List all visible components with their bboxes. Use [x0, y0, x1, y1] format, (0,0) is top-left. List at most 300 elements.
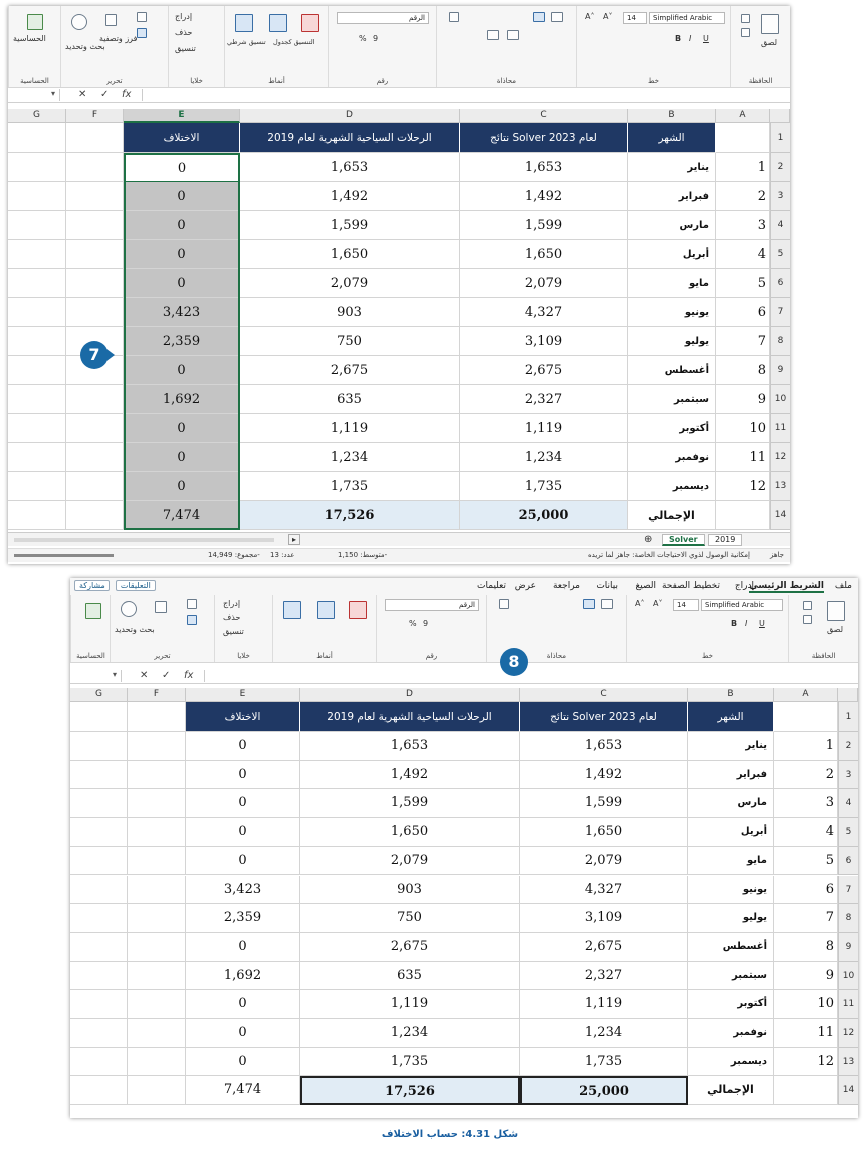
format-cells-button[interactable]: تنسيق — [223, 627, 244, 636]
sort-icon[interactable] — [105, 14, 117, 26]
empty-cell[interactable] — [128, 761, 186, 790]
column-header-a[interactable]: A — [716, 109, 770, 123]
diff-value-cell[interactable]: 1,692 — [124, 385, 240, 414]
bold-button[interactable]: B — [675, 34, 682, 43]
insert-cells-button[interactable]: إدراج — [175, 12, 193, 21]
column-header-g[interactable]: G — [8, 109, 66, 123]
month-cell[interactable]: فبراير — [688, 761, 774, 790]
month-cell[interactable]: أكتوبر — [688, 990, 774, 1019]
row-header[interactable]: 5 — [770, 240, 790, 269]
tab-formulas[interactable]: الصيغ — [635, 581, 656, 591]
tab-data[interactable]: بيانات — [596, 581, 618, 591]
italic-button[interactable]: I — [745, 619, 748, 628]
diff-value-cell[interactable]: 0 — [124, 356, 240, 385]
row-header[interactable]: 6 — [838, 847, 858, 876]
formula-input[interactable] — [204, 670, 852, 682]
trips-value-cell[interactable]: 903 — [240, 298, 460, 327]
diff-value-cell[interactable]: 0 — [124, 472, 240, 501]
row-header[interactable]: 11 — [838, 990, 858, 1019]
font-name-dropdown[interactable]: Simplified Arabic — [701, 599, 783, 611]
autosum-icon[interactable] — [137, 12, 147, 22]
autosum-icon[interactable] — [187, 599, 197, 609]
month-cell[interactable]: مايو — [628, 269, 716, 298]
empty-cell[interactable] — [128, 847, 186, 876]
row-header[interactable]: 9 — [770, 356, 790, 385]
empty-cell[interactable] — [8, 240, 66, 269]
empty-cell[interactable] — [66, 153, 124, 182]
month-cell[interactable]: أبريل — [628, 240, 716, 269]
row-header[interactable]: 2 — [838, 732, 858, 761]
diff-value-cell[interactable]: 3,423 — [124, 298, 240, 327]
solver-value-cell[interactable]: 1,599 — [460, 211, 628, 240]
empty-cell[interactable] — [66, 385, 124, 414]
empty-cell[interactable] — [8, 298, 66, 327]
empty-cell[interactable] — [128, 904, 186, 933]
month-index-cell[interactable]: 4 — [774, 818, 838, 847]
font-size-dropdown[interactable]: 14 — [623, 12, 647, 24]
diff-value-cell[interactable]: 0 — [186, 818, 300, 847]
row-header[interactable]: 8 — [770, 327, 790, 356]
tab-home[interactable]: الشريط الرئيسي — [749, 581, 824, 591]
trips-value-cell[interactable]: 1,735 — [300, 1048, 520, 1077]
percent-style-button[interactable]: % — [409, 619, 417, 628]
empty-cell[interactable] — [70, 904, 128, 933]
trips-value-cell[interactable]: 1,234 — [300, 1019, 520, 1048]
row-header[interactable]: 12 — [770, 443, 790, 472]
month-index-cell[interactable]: 9 — [716, 385, 770, 414]
row-header[interactable]: 4 — [770, 211, 790, 240]
tab-file[interactable]: ملف — [834, 581, 852, 591]
empty-cell[interactable] — [128, 933, 186, 962]
function-icon[interactable]: fx — [184, 670, 194, 681]
solver-value-cell[interactable]: 2,327 — [520, 962, 688, 991]
row-header[interactable]: 11 — [770, 414, 790, 443]
font-grow-button[interactable]: A˄ — [635, 599, 645, 608]
font-shrink-button[interactable]: A˅ — [603, 12, 613, 21]
number-format-dropdown[interactable]: الرقم — [385, 599, 479, 611]
fill-icon[interactable] — [137, 28, 147, 38]
month-index-cell[interactable]: 1 — [774, 732, 838, 761]
empty-cell[interactable] — [66, 414, 124, 443]
function-icon[interactable]: fx — [122, 89, 132, 100]
empty-cell[interactable] — [128, 789, 186, 818]
month-cell[interactable]: أغسطس — [628, 356, 716, 385]
diff-value-cell[interactable]: 0 — [186, 732, 300, 761]
solver-value-cell[interactable]: 3,109 — [460, 327, 628, 356]
month-cell[interactable]: مارس — [688, 789, 774, 818]
tab-help[interactable]: تعليمات — [477, 581, 506, 591]
month-index-cell[interactable]: 10 — [716, 414, 770, 443]
month-cell[interactable]: يونيو — [688, 876, 774, 905]
solver-value-cell[interactable]: 1,653 — [460, 153, 628, 182]
sort-icon[interactable] — [155, 601, 167, 613]
month-cell[interactable]: يوليو — [688, 904, 774, 933]
row-header[interactable]: 5 — [838, 818, 858, 847]
empty-cell[interactable] — [8, 153, 66, 182]
solver-value-cell[interactable]: 1,234 — [520, 1019, 688, 1048]
header-diff[interactable]: الاختلاف — [186, 702, 300, 732]
month-cell[interactable]: مايو — [688, 847, 774, 876]
empty-cell[interactable] — [70, 702, 128, 732]
solver-value-cell[interactable]: 1,492 — [460, 182, 628, 211]
total-trips-cell[interactable]: 17,526 — [300, 1076, 520, 1105]
row-header[interactable]: 9 — [838, 933, 858, 962]
cut-icon[interactable] — [803, 601, 812, 610]
total-solver-cell[interactable]: 25,000 — [460, 501, 628, 530]
table-format-icon[interactable] — [317, 601, 335, 619]
column-header-d[interactable]: D — [240, 109, 460, 123]
total-diff-cell[interactable]: 7,474 — [186, 1076, 300, 1105]
empty-cell[interactable] — [128, 1019, 186, 1048]
empty-cell[interactable] — [128, 1076, 186, 1105]
month-cell[interactable]: أكتوبر — [628, 414, 716, 443]
empty-cell[interactable] — [128, 990, 186, 1019]
tab-view[interactable]: عرض — [514, 581, 536, 591]
empty-cell[interactable] — [128, 732, 186, 761]
zoom-slider[interactable] — [14, 554, 114, 557]
empty-cell[interactable] — [128, 702, 186, 732]
conditional-format-icon[interactable] — [283, 601, 301, 619]
trips-value-cell[interactable]: 1,735 — [240, 472, 460, 501]
sensitivity-icon[interactable] — [27, 14, 43, 30]
empty-cell[interactable] — [128, 876, 186, 905]
search-icon[interactable] — [121, 601, 137, 617]
align-center-icon[interactable] — [533, 12, 545, 22]
empty-cell[interactable] — [66, 211, 124, 240]
month-index-cell[interactable]: 12 — [716, 472, 770, 501]
row-header[interactable]: 1 — [770, 123, 790, 153]
diff-value-cell[interactable]: 2,359 — [186, 904, 300, 933]
trips-value-cell[interactable]: 1,492 — [240, 182, 460, 211]
share-button[interactable]: مشاركة — [74, 580, 110, 591]
delete-cells-button[interactable]: حذف — [175, 28, 193, 37]
solver-value-cell[interactable]: 1,650 — [520, 818, 688, 847]
empty-cell[interactable] — [774, 702, 838, 732]
month-index-cell[interactable]: 5 — [774, 847, 838, 876]
empty-cell[interactable] — [8, 472, 66, 501]
column-header-d[interactable]: D — [300, 688, 520, 702]
empty-cell[interactable] — [716, 501, 770, 530]
month-index-cell[interactable]: 2 — [774, 761, 838, 790]
empty-cell[interactable] — [66, 182, 124, 211]
trips-value-cell[interactable]: 1,599 — [300, 789, 520, 818]
cancel-icon[interactable]: ✕ — [140, 670, 149, 681]
trips-value-cell[interactable]: 1,650 — [240, 240, 460, 269]
empty-cell[interactable] — [70, 1048, 128, 1077]
solver-value-cell[interactable]: 2,675 — [460, 356, 628, 385]
empty-cell[interactable] — [70, 990, 128, 1019]
sensitivity-icon[interactable] — [85, 603, 101, 619]
row-header[interactable]: 3 — [770, 182, 790, 211]
trips-value-cell[interactable]: 1,119 — [240, 414, 460, 443]
cut-icon[interactable] — [741, 14, 750, 23]
empty-cell[interactable] — [8, 443, 66, 472]
solver-value-cell[interactable]: 4,327 — [460, 298, 628, 327]
empty-cell[interactable] — [66, 298, 124, 327]
row-header[interactable]: 10 — [838, 962, 858, 991]
indent-icon[interactable] — [487, 30, 499, 40]
empty-cell[interactable] — [8, 211, 66, 240]
empty-cell[interactable] — [66, 123, 124, 153]
solver-value-cell[interactable]: 1,735 — [520, 1048, 688, 1077]
empty-cell[interactable] — [70, 1076, 128, 1105]
month-cell[interactable]: نوفمبر — [628, 443, 716, 472]
empty-cell[interactable] — [70, 761, 128, 790]
empty-cell[interactable] — [716, 123, 770, 153]
total-diff-cell[interactable]: 7,474 — [124, 501, 240, 530]
solver-value-cell[interactable]: 1,653 — [520, 732, 688, 761]
month-cell[interactable]: ديسمبر — [628, 472, 716, 501]
total-label-cell[interactable]: الإجمالي — [688, 1076, 774, 1105]
align-center-icon[interactable] — [583, 599, 595, 609]
month-index-cell[interactable]: 1 — [716, 153, 770, 182]
select-all-corner[interactable] — [770, 109, 790, 123]
empty-cell[interactable] — [8, 356, 66, 385]
empty-cell[interactable] — [70, 847, 128, 876]
solver-value-cell[interactable]: 2,327 — [460, 385, 628, 414]
font-grow-button[interactable]: A˄ — [585, 12, 595, 21]
diff-value-cell[interactable]: 0 — [186, 847, 300, 876]
font-size-dropdown[interactable]: 14 — [673, 599, 699, 611]
insert-cells-button[interactable]: إدراج — [223, 599, 241, 608]
month-cell[interactable]: يونيو — [628, 298, 716, 327]
month-index-cell[interactable]: 10 — [774, 990, 838, 1019]
column-header-c[interactable]: C — [460, 109, 628, 123]
month-cell[interactable]: يوليو — [628, 327, 716, 356]
row-header[interactable]: 13 — [838, 1048, 858, 1077]
month-index-cell[interactable]: 8 — [716, 356, 770, 385]
solver-value-cell[interactable]: 1,119 — [460, 414, 628, 443]
column-header-a[interactable]: A — [774, 688, 838, 702]
month-cell[interactable]: ديسمبر — [688, 1048, 774, 1077]
comma-style-button[interactable]: 9 — [373, 34, 379, 43]
header-month[interactable]: الشهر — [628, 123, 716, 153]
diff-value-cell[interactable]: 1,692 — [186, 962, 300, 991]
scroll-sheets-icon[interactable]: ▸ — [288, 534, 300, 545]
header-solver[interactable]: نتائج Solver لعام 2023 — [460, 123, 628, 153]
status-accessibility[interactable]: إمكانية الوصول لذوي الاحتياجات الخاصة: جاهز لما تريده — [588, 551, 750, 559]
diff-value-cell[interactable]: 2,359 — [124, 327, 240, 356]
delete-cells-button[interactable]: حذف — [223, 613, 241, 622]
column-header-b[interactable]: B — [688, 688, 774, 702]
month-cell[interactable]: مارس — [628, 211, 716, 240]
enter-icon[interactable]: ✓ — [162, 670, 171, 681]
header-solver[interactable]: نتائج Solver لعام 2023 — [520, 702, 688, 732]
empty-cell[interactable] — [128, 818, 186, 847]
diff-value-cell[interactable]: 0 — [124, 240, 240, 269]
empty-cell[interactable] — [66, 443, 124, 472]
month-index-cell[interactable]: 4 — [716, 240, 770, 269]
row-header[interactable]: 14 — [838, 1076, 858, 1105]
trips-value-cell[interactable]: 903 — [300, 876, 520, 905]
enter-icon[interactable]: ✓ — [100, 89, 109, 100]
number-format-dropdown[interactable]: الرقم — [337, 12, 429, 24]
empty-cell[interactable] — [70, 876, 128, 905]
empty-cell[interactable] — [8, 182, 66, 211]
diff-value-cell[interactable]: 0 — [124, 153, 240, 182]
month-cell[interactable]: فبراير — [628, 182, 716, 211]
diff-value-cell[interactable]: 0 — [124, 269, 240, 298]
diff-value-cell[interactable]: 0 — [124, 182, 240, 211]
solver-value-cell[interactable]: 3,109 — [520, 904, 688, 933]
month-index-cell[interactable]: 3 — [716, 211, 770, 240]
tab-review[interactable]: مراجعة — [552, 581, 580, 591]
solver-value-cell[interactable]: 1,119 — [520, 990, 688, 1019]
header-trips[interactable]: الرحلات السياحية الشهرية لعام 2019 — [300, 702, 520, 732]
row-header[interactable]: 13 — [770, 472, 790, 501]
add-sheet-icon[interactable]: ⊕ — [644, 534, 653, 545]
row-header[interactable]: 7 — [838, 876, 858, 905]
header-trips[interactable]: الرحلات السياحية الشهرية لعام 2019 — [240, 123, 460, 153]
row-header[interactable]: 7 — [770, 298, 790, 327]
month-index-cell[interactable]: 5 — [716, 269, 770, 298]
empty-cell[interactable] — [8, 269, 66, 298]
total-solver-cell[interactable]: 25,000 — [520, 1076, 688, 1105]
diff-value-cell[interactable]: 0 — [186, 933, 300, 962]
month-index-cell[interactable]: 11 — [716, 443, 770, 472]
column-header-f[interactable]: F — [128, 688, 186, 702]
empty-cell[interactable] — [8, 414, 66, 443]
search-icon[interactable] — [71, 14, 87, 30]
solver-value-cell[interactable]: 1,735 — [460, 472, 628, 501]
horizontal-scrollbar[interactable] — [14, 538, 274, 542]
empty-cell[interactable] — [70, 789, 128, 818]
font-shrink-button[interactable]: A˅ — [653, 599, 663, 608]
sheet-tab-solver[interactable]: Solver — [662, 534, 705, 546]
row-header[interactable]: 10 — [770, 385, 790, 414]
trips-value-cell[interactable]: 635 — [240, 385, 460, 414]
row-header[interactable]: 12 — [838, 1019, 858, 1048]
empty-cell[interactable] — [70, 818, 128, 847]
wrap-text-icon[interactable] — [499, 599, 509, 609]
conditional-format-icon[interactable] — [235, 14, 253, 32]
trips-value-cell[interactable]: 1,119 — [300, 990, 520, 1019]
trips-value-cell[interactable]: 750 — [300, 904, 520, 933]
month-cell[interactable]: سبتمبر — [688, 962, 774, 991]
column-header-b[interactable]: B — [628, 109, 716, 123]
empty-cell[interactable] — [8, 385, 66, 414]
comma-style-button[interactable]: 9 — [423, 619, 429, 628]
row-header[interactable]: 3 — [838, 761, 858, 790]
diff-value-cell[interactable]: 0 — [124, 443, 240, 472]
outdent-icon[interactable] — [507, 30, 519, 40]
table-format-icon[interactable] — [269, 14, 287, 32]
font-name-dropdown[interactable]: Simplified Arabic — [649, 12, 725, 24]
month-cell[interactable]: يناير — [628, 153, 716, 182]
header-diff[interactable]: الاختلاف — [124, 123, 240, 153]
paste-icon[interactable] — [827, 601, 845, 621]
align-right-icon[interactable] — [551, 12, 563, 22]
diff-value-cell[interactable]: 0 — [186, 1019, 300, 1048]
month-cell[interactable]: أبريل — [688, 818, 774, 847]
row-header[interactable]: 2 — [770, 153, 790, 182]
total-label-cell[interactable]: الإجمالي — [628, 501, 716, 530]
underline-button[interactable]: U — [703, 34, 709, 43]
trips-value-cell[interactable]: 2,079 — [240, 269, 460, 298]
wrap-text-icon[interactable] — [449, 12, 459, 22]
trips-value-cell[interactable]: 1,653 — [300, 732, 520, 761]
name-box[interactable]: ▾ — [72, 670, 122, 682]
solver-value-cell[interactable]: 1,650 — [460, 240, 628, 269]
row-header[interactable]: 14 — [770, 501, 790, 530]
diff-value-cell[interactable]: 0 — [124, 211, 240, 240]
copy-icon[interactable] — [803, 615, 812, 624]
empty-cell[interactable] — [66, 501, 124, 530]
total-trips-cell[interactable]: 17,526 — [240, 501, 460, 530]
copy-icon[interactable] — [741, 28, 750, 37]
cell-styles-icon[interactable] — [349, 601, 367, 619]
trips-value-cell[interactable]: 750 — [240, 327, 460, 356]
cell-styles-icon[interactable] — [301, 14, 319, 32]
column-header-f[interactable]: F — [66, 109, 124, 123]
month-cell[interactable]: نوفمبر — [688, 1019, 774, 1048]
solver-value-cell[interactable]: 1,599 — [520, 789, 688, 818]
month-index-cell[interactable]: 6 — [716, 298, 770, 327]
month-cell[interactable]: يناير — [688, 732, 774, 761]
trips-value-cell[interactable]: 1,650 — [300, 818, 520, 847]
month-index-cell[interactable]: 3 — [774, 789, 838, 818]
diff-value-cell[interactable]: 3,423 — [186, 876, 300, 905]
row-header[interactable]: 1 — [838, 702, 858, 732]
month-index-cell[interactable]: 6 — [774, 876, 838, 905]
empty-cell[interactable] — [8, 123, 66, 153]
solver-value-cell[interactable]: 4,327 — [520, 876, 688, 905]
cancel-icon[interactable]: ✕ — [78, 89, 87, 100]
solver-value-cell[interactable]: 2,675 — [520, 933, 688, 962]
empty-cell[interactable] — [70, 732, 128, 761]
paste-icon[interactable] — [761, 14, 779, 34]
empty-cell[interactable] — [8, 327, 66, 356]
tab-page-layout[interactable]: تخطيط الصفحة — [661, 581, 720, 591]
month-index-cell[interactable]: 7 — [716, 327, 770, 356]
row-header[interactable]: 6 — [770, 269, 790, 298]
format-cells-button[interactable]: تنسيق — [175, 44, 196, 53]
diff-value-cell[interactable]: 0 — [186, 990, 300, 1019]
trips-value-cell[interactable]: 2,079 — [300, 847, 520, 876]
solver-value-cell[interactable]: 1,492 — [520, 761, 688, 790]
trips-value-cell[interactable]: 2,675 — [300, 933, 520, 962]
header-month[interactable]: الشهر — [688, 702, 774, 732]
fill-icon[interactable] — [187, 615, 197, 625]
name-box[interactable]: ▾ — [10, 89, 60, 101]
column-header-c[interactable]: C — [520, 688, 688, 702]
solver-value-cell[interactable]: 2,079 — [460, 269, 628, 298]
empty-cell[interactable] — [8, 501, 66, 530]
solver-value-cell[interactable]: 2,079 — [520, 847, 688, 876]
month-index-cell[interactable]: 7 — [774, 904, 838, 933]
empty-cell[interactable] — [70, 933, 128, 962]
month-index-cell[interactable]: 9 — [774, 962, 838, 991]
align-right-icon[interactable] — [601, 599, 613, 609]
month-index-cell[interactable]: 8 — [774, 933, 838, 962]
comments-button[interactable]: التعليقات — [116, 580, 156, 591]
diff-value-cell[interactable]: 0 — [124, 414, 240, 443]
month-cell[interactable]: سبتمبر — [628, 385, 716, 414]
empty-cell[interactable] — [66, 240, 124, 269]
diff-value-cell[interactable]: 0 — [186, 1048, 300, 1077]
month-cell[interactable]: أغسطس — [688, 933, 774, 962]
trips-value-cell[interactable]: 1,492 — [300, 761, 520, 790]
diff-value-cell[interactable]: 0 — [186, 761, 300, 790]
trips-value-cell[interactable]: 2,675 — [240, 356, 460, 385]
column-header-e[interactable]: E — [124, 109, 240, 123]
empty-cell[interactable] — [128, 1048, 186, 1077]
empty-cell[interactable] — [128, 962, 186, 991]
empty-cell[interactable] — [70, 1019, 128, 1048]
column-header-e[interactable]: E — [186, 688, 300, 702]
trips-value-cell[interactable]: 1,234 — [240, 443, 460, 472]
month-index-cell[interactable]: 12 — [774, 1048, 838, 1077]
